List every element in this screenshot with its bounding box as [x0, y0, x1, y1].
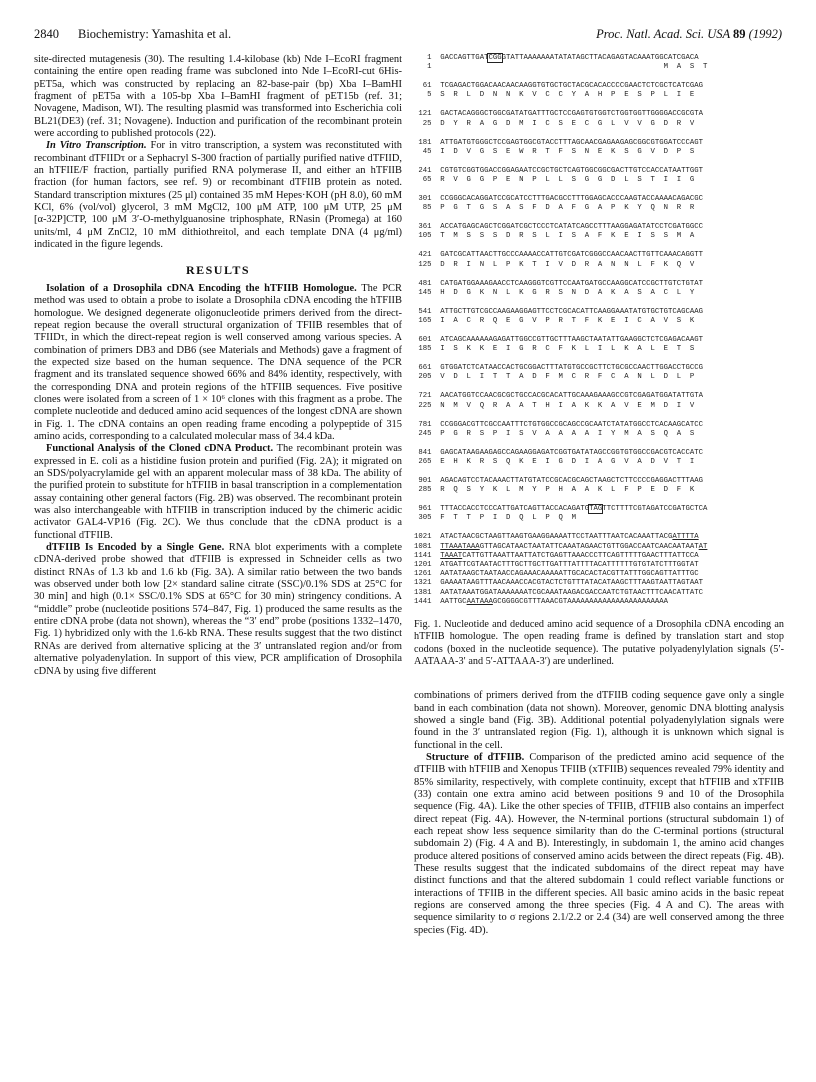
nucleotide-sequence: AATATAAGCTAATAACCAGAAACAAAAATTGCACACTACGTTATTTGGCAGTTATTTGC: [440, 570, 699, 579]
amino-acid-sequence: M A S T: [440, 63, 708, 72]
sequence-block: [414, 449, 784, 467]
journal-year: (1992): [748, 27, 782, 41]
sequence-block: [414, 505, 784, 523]
nucleotide-position: 1321: [414, 579, 441, 588]
nucleotide-sequence: GAAAATAAGTTTAACAAACCACGTACTCTGTTTATACATAAGCTTTAAGTAATTAGTAAT: [440, 579, 704, 588]
nucleotide-position: 121: [414, 110, 441, 119]
utr-line: [414, 561, 784, 570]
amino-acid-position: 185: [414, 345, 441, 354]
amino-acid-line: [414, 148, 784, 157]
nucleotide-line: [414, 449, 784, 458]
nucleotide-position: 1441: [414, 597, 441, 606]
journal-name: Proc. Natl. Acad. Sci. USA: [596, 27, 730, 41]
nucleotide-position: 961: [414, 505, 441, 514]
amino-acid-line: [414, 402, 784, 411]
amino-acid-line: [414, 317, 784, 326]
sequence-block: [414, 280, 784, 298]
amino-acid-line: [414, 232, 784, 241]
utr-sequence: [414, 533, 784, 607]
amino-acid-position: 245: [414, 429, 441, 438]
polyadenylation-signal: TTAAATAAA: [440, 542, 480, 551]
methods-paragraph-transcription: [34, 140, 402, 251]
amino-acid-line: [414, 458, 784, 467]
amino-acid-position: 25: [414, 119, 441, 128]
amino-acid-position: 165: [414, 317, 441, 326]
sequence-block: [414, 421, 784, 439]
right-text: [414, 690, 784, 937]
right-column: [414, 54, 784, 937]
nucleotide-sequence: GTATTAAAAAAATATATAGCTTACAGAGTACAAATGGCATCGACA: [501, 54, 699, 62]
figure-1-sequence: [414, 54, 784, 607]
amino-acid-sequence: H D G K N L K G R S N D A K A S A C L Y: [440, 288, 695, 297]
utr-line: [414, 570, 784, 579]
boxed-codon: CGG: [488, 54, 502, 62]
running-title: Biochemistry: Yamashita et al.: [78, 27, 232, 41]
boxed-codon: TAG: [589, 505, 603, 514]
amino-acid-sequence: N M V Q R A A T H I A K K A V E M D I V: [440, 401, 695, 410]
sequence-block: [414, 139, 784, 157]
nucleotide-line: [414, 477, 784, 486]
nucleotide-sequence: AGACAGTCCTACAAACTTATGTATCCGCACGCAGCTAAGCTCTTCCCCGAGGACTTTAAG: [440, 477, 704, 486]
nucleotide-sequence: CCGGGCACAGGATCCGCATCCTTTGACGCCTTTGGAGCACCCAAGTACCAAAACAGACGC: [440, 195, 704, 204]
utr-line: [414, 533, 784, 542]
page-header: [34, 27, 782, 43]
amino-acid-line: [414, 91, 784, 100]
amino-acid-position: 145: [414, 288, 441, 297]
sequence-block: [414, 392, 784, 410]
nucleotide-position: 721: [414, 392, 441, 401]
polyadenylation-signal: AT: [698, 542, 708, 551]
amino-acid-sequence: V D L I T T A D F M C R F C A N L D L P: [440, 373, 695, 382]
left-column: [34, 54, 402, 678]
nucleotide-line: [414, 280, 784, 289]
amino-acid-position: 85: [414, 204, 441, 213]
nucleotide-position: 361: [414, 223, 441, 232]
nucleotide-position: 1: [414, 54, 441, 62]
nucleotide-sequence: TCGAGACTGGACAACAACAAGGTGTGCTGCTACGCACACCCCGAACTCTCGCTCATCGAG: [440, 82, 704, 91]
run-in-heading: dTFIIB Is Encoded by a Single Gene.: [46, 542, 225, 554]
results-paragraph-single-gene: [34, 542, 402, 678]
nucleotide-position: 481: [414, 279, 441, 288]
nucleotide-sequence: AATATAAATGGATAAAAAAATCGCAAATAAGACGACCAATCTGTAACTTTCAACATTATC: [440, 588, 704, 597]
utr-line: [414, 589, 784, 598]
nucleotide-sequence: AATTGC: [440, 597, 467, 606]
amino-acid-line: [414, 63, 784, 72]
caption-label: Fig. 1.: [414, 619, 441, 631]
nucleotide-sequence: GATCGCATTAACTTGCCCAAAACCATTGTCGATCGGGCCAACAACTTGTTCAAACAGGTT: [440, 251, 704, 260]
amino-acid-position: 305: [414, 514, 441, 523]
nucleotide-sequence: CCGGGACGTTCGCCAATTTCTGTGGCCGCAGCCGCAATCTATATGGCCTCACAAGCATCC: [440, 420, 704, 429]
nucleotide-position: 1141: [414, 551, 441, 560]
amino-acid-line: [414, 486, 784, 495]
amino-acid-line: [414, 176, 784, 185]
amino-acid-line: [414, 120, 784, 129]
nucleotide-line: [414, 195, 784, 204]
nucleotide-line: [414, 110, 784, 119]
paragraph-body: The PCR method was used to obtain a probe to isolate a Drosophila cDNA encoding the hTFIIB homologue. We designed degenerate oligonucleotide primers derived from the direct-repeat region because the overall structural organization of TFIIB resembles that of TFIIDτ, in which the direct-repeat region is well conserved among various species. A combination of primers DB3 and DB6 (see Materials and Methods) gave a fragment of the expected size based on the human sequence. The DNA sequence of the PCR fragment and its translated sequence showed 66% and 84% identity, respectively, with the corresponding DNA and protein regions of the hTFIIB sequences. Five positive clones were isolated from a screen of 1 × 10⁶ clones with this fragment as a probe. The complete nucleotide and deduced amino acid sequences of the longest cDNA are shown in Fig. 1. The cDNA contains an open reading frame encoding a polypeptide of 315 amino acids, corresponding to a calculated molecular mass of 34.4 kDa.: [34, 282, 402, 442]
journal-citation: [596, 27, 782, 42]
nucleotide-position: 1381: [414, 588, 441, 597]
amino-acid-position: 1: [414, 63, 441, 72]
amino-acid-position: 45: [414, 147, 441, 156]
sequence-block: [414, 223, 784, 241]
nucleotide-sequence: GTGGATCTCATAACCACTGCGGACTTTATGTGCCGCTTCTGCGCCAACTTGGACCTGCCG: [440, 364, 704, 373]
utr-line: [414, 552, 784, 561]
amino-acid-position: 265: [414, 458, 441, 467]
nucleotide-sequence: CATTGTTAAATTAATTATCTGAGTTAAACCCTTCAGTTTTTGAACTTTATTCCA: [462, 551, 699, 560]
results-paragraph-isolation: [34, 283, 402, 443]
nucleotide-line: [414, 421, 784, 430]
amino-acid-position: 65: [414, 176, 441, 185]
amino-acid-position: 205: [414, 373, 441, 382]
amino-acid-sequence: S R L D N N K V C C Y A H P E S P L I E: [440, 91, 695, 100]
nucleotide-sequence: TTTACCACCTCCCATTGATCAGTTACCACAGATG: [440, 505, 590, 514]
nucleotide-line: [414, 505, 784, 514]
paragraph-body: Comparison of the predicted amino acid sequence of the dTFIIB with hTFIIB and Xenopus TFIIB (xTFIIB) sequences revealed 79% identity and 85% similarity, respectively, with complete continuity, except that hTFIIB and xTFIIB (33) contain one extra amino acid between positions 9 and 10 of the Drosophila sequence (Fig. 4A). Like the other species of TFIIB, dTFIIB also contains an imperfect direct repeat (Fig. 4A). However, the N-terminal portions (structural subdomain 1) of each repeat show less sequence similarity than do the C-terminal portions (structural subdomain 2) (Fig. 4 A and B). Interestingly, in subdomain 1, the amino acid changes produce altered positions of conserved amino acids between the direct repeats (Fig. 4B). These results suggest that the indicated subdomains of the direct repeat may have distinct functions and that the altered subdomain 1 could reflect variable functions or interactions of TFIIB in the different species. All basic amino acids in the basic repeat regions are conserved among the three species (Fig. 4 A and C). The areas with sequence similarity to σ regions 2.1/2.2 or 2.4 (34) are well conserved among the three species (Fig. 4D).: [414, 751, 784, 936]
results-paragraph-functional: [34, 443, 402, 542]
nucleotide-sequence: AACATGGTCCAACGCGCTGCCACGCACATTGCAAAGAAAGCCGTCGAGATGGATATTGTA: [440, 392, 704, 401]
sequence-block: [414, 364, 784, 382]
amino-acid-line: [414, 345, 784, 354]
nucleotide-sequence: GAGCATAAGAAGAGCCAGAAGGAGATCGGTGATATAGCCGGTGTGGCCGACGTCACCATC: [440, 448, 704, 457]
nucleotide-position: 241: [414, 166, 441, 175]
paragraph-body: RNA blot experiments with a complete cDNA-derived probe showed that dTFIIB is expressed in Schneider cells as two distinct RNAs of 1.3 kb and 1.6 kb (Fig. 3A). A similar ratio between the two bands was observed under both low [2× standard saline citrate (SSC)/0.1% SDS at 25°C for 30 min] and high (0.1× SSC/0.1% SDS at 65°C for 30 min) stringency conditions. A “middle” probe (nucleotide positions 574–847, Fig. 1) produced the same results as the entire cDNA probe (data not shown), whereas the “3′ end” probe (positions 1332–1470, Fig. 1) hybridized only with the 1.6-kb RNA. These results suggest that the two distinct RNAs are derived from alternative splicing at the 3′ untranslated region and/or from alternative polyadenylation. In support of this view, PCR amplification of Drosophila cDNA by using five different: [34, 542, 403, 677]
nucleotide-position: 661: [414, 364, 441, 373]
nucleotide-line: [414, 54, 784, 63]
amino-acid-sequence: I A C R Q E G V P R T F K E I C A V S K: [440, 317, 695, 326]
amino-acid-line: [414, 261, 784, 270]
nucleotide-line: [414, 392, 784, 401]
nucleotide-position: 541: [414, 307, 441, 316]
nucleotide-sequence: GACCAGTTGAT: [440, 54, 489, 62]
amino-acid-sequence: P G T G S A S F D A F G A P K Y Q N R R: [440, 204, 695, 213]
nucleotide-sequence: ATCAGCAAAAAAGAGATTGGCCGTTGCTTTAAGCTAATATTGAAGGCTCTCGAGACAAGT: [440, 336, 704, 345]
nucleotide-line: [414, 364, 784, 373]
paragraph-body: The recombinant protein was expressed in E. coli as a histidine fusion protein and purified (Fig. 2A); it migrated on an SDS/polyacrylamide gel with an apparent molecular mass of 38 kDa. The ability of the purified protein to substitute for hTFIIB in basal transcription in a complementation assay containing other general factors (Fig. 2B) was observed. The recombinant protein was also interchangeable with hTFIIB in transcription induced by the chimeric acidic activator GAL4-VP16 (Fig. 2C). We thus conclude that the cDNA product is a functional dTFIIB.: [34, 443, 402, 541]
nucleotide-position: 1201: [414, 561, 441, 570]
nucleotide-position: 601: [414, 336, 441, 345]
nucleotide-line: [414, 251, 784, 260]
amino-acid-sequence: I S K K E I G R C F K L I L K A L E T S: [440, 345, 695, 354]
nucleotide-sequence: CGTGTCGGTGGACCGGAGAATCCGCTGCTCAGTGGCGGCGACTTGTCCACCATAATTGGT: [440, 166, 704, 175]
nucleotide-sequence: GCGGGGCGTTTAAACGTAAAAAAAAAAAAAAAAAAAAAAA: [492, 597, 668, 606]
amino-acid-sequence: D Y R A G D M I C S E C G L V V G D R V: [440, 119, 695, 128]
nucleotide-sequence: ATGATTCGTAATACTTTGCTTGCTTGATTTATTTTACATTTTTTGTGTATCTTTGGTAT: [440, 561, 699, 570]
run-in-heading: Functional Analysis of the Cloned cDNA Product.: [46, 443, 274, 455]
sequence-block: [414, 336, 784, 354]
nucleotide-sequence: ATTGATGTGGGCTCCGAGTGGCGTACCTTTAGCAACGAGAAGAGCGGCGTGGATCCCAGT: [440, 138, 704, 147]
sequence-block: [414, 54, 784, 72]
paragraph-body: For in vitro transcription, a system was reconstituted with recombinant dTFIIDτ or a Sephacryl S-300 fraction of partially purified native dTFIID, an hTFIIE/F fraction, partially purified RNA polymerase II, and either an hTFIIB fraction (for human factors, see ref. 9) or recombinant dTFIIB protein as noted. Standard transcription mixtures (25 μl) contained 35 mM Hepes·KOH (pH 8.0), 60 mM KCl, 6% (vol/vol) glycerol, 3 mM MgCl2, 100 μM ATP, 100 μM UTP, 25 μM [α-32P]CTP, 100 μM 3′-O-methylguanosine triphosphate, RNasin (Promega) at 160 units/ml, 4 μM ZnCl2, 10 mM dithiothreitol, and each template DNA (4 μg/ml) indicated in the figure legends.: [34, 140, 402, 251]
amino-acid-sequence: F T T P I D Q L P Q M: [440, 514, 577, 523]
amino-acid-line: [414, 204, 784, 213]
sequence-block: [414, 477, 784, 495]
sequence-block: [414, 167, 784, 185]
nucleotide-position: 61: [414, 82, 441, 91]
amino-acid-line: [414, 430, 784, 439]
nucleotide-position: 1261: [414, 570, 441, 579]
amino-acid-sequence: E H K R S Q K E I G D I A G V A D V T I: [440, 458, 695, 467]
amino-acid-position: 105: [414, 232, 441, 241]
utr-line: [414, 543, 784, 552]
caption-text: Nucleotide and deduced amino acid sequence of a Drosophila cDNA encoding an hTFIIB homologue. The open reading frame is defined by translation start and stop codons (boxed in the nucleotide sequence). The putative polyadenylylation signals (5′-AATAAA-3′ and 5′-ATTAAA-3′) are underlined.: [414, 619, 784, 667]
nucleotide-position: 421: [414, 251, 441, 260]
polyadenylation-signal: ATTTTA: [672, 533, 699, 542]
sequence-block: [414, 195, 784, 213]
amino-acid-position: 225: [414, 401, 441, 410]
journal-volume: 89: [733, 27, 746, 41]
polyadenylation-signal: TAAAT: [440, 551, 463, 560]
amino-acid-position: 125: [414, 260, 441, 269]
nucleotide-sequence: ATACTAACGCTAAGTTAAGTGAAGGAAAATTCCTAATTTAATCACAAATTACG: [440, 533, 673, 542]
amino-acid-line: [414, 289, 784, 298]
amino-acid-sequence: R V G G P E N P L L S G G D L S T I I G: [440, 176, 695, 185]
page-number: 2840: [34, 27, 59, 41]
nucleotide-sequence: ACCATGAGCAGCTCGGATCGCTCCCTCATATCAGCCTTTAAGGAGATATCCTCGATGGCC: [440, 223, 704, 232]
figure-1-caption: [414, 619, 784, 668]
amino-acid-line: [414, 514, 784, 523]
nucleotide-position: 1081: [414, 542, 441, 551]
sequence-block: [414, 251, 784, 269]
sequence-block: [414, 82, 784, 100]
nucleotide-sequence: CATGATGGAAAGAACCTCAAGGGTCGTTCCAATGATGCCAAGGCATCCGCTTGTCTGTAT: [440, 279, 704, 288]
amino-acid-sequence: I D V G S E W R T F S N E K S G V D P S: [440, 147, 695, 156]
amino-acid-sequence: D R I N L P K T I V D R A N N L F K Q V: [440, 260, 695, 269]
amino-acid-position: 285: [414, 486, 441, 495]
nucleotide-line: [414, 308, 784, 317]
nucleotide-line: [414, 223, 784, 232]
utr-line: [414, 598, 784, 607]
sequence-block: [414, 308, 784, 326]
amino-acid-sequence: T M S S S D R S L I S A F K E I S S M A: [440, 232, 695, 241]
nucleotide-sequence: GACTACAGGGCTGGCGATATGATTTGCTCCGAGTGTGGTCTGGTGGTTGGGGACCGCGTA: [440, 110, 704, 119]
nucleotide-position: 781: [414, 420, 441, 429]
amino-acid-sequence: R Q S Y K L M Y P H A A K L F P E D F K: [440, 486, 695, 495]
run-in-heading: In Vitro Transcription.: [46, 140, 147, 152]
nucleotide-position: 181: [414, 138, 441, 147]
nucleotide-sequence: GTTAGCATAACTAATATTCAAATAGAACTGTTGGACCAATCAACAATAAT: [479, 542, 699, 551]
nucleotide-position: 1021: [414, 533, 441, 542]
run-in-heading: Isolation of a Drosophila cDNA Encoding the hTFIIB Homologue.: [46, 282, 357, 294]
utr-line: [414, 579, 784, 588]
nucleotide-line: [414, 139, 784, 148]
polyadenylation-signal: AATAAA: [466, 597, 493, 606]
run-in-heading: Structure of dTFIIB.: [426, 751, 525, 763]
section-heading-results: RESULTS: [185, 262, 251, 277]
sequence-block: [414, 110, 784, 128]
amino-acid-position: 5: [414, 91, 441, 100]
nucleotide-sequence: TTCTTTTCGTAGATCCGATGCTCA: [602, 505, 708, 514]
nucleotide-position: 301: [414, 195, 441, 204]
nucleotide-sequence: ATTGCTTGTCGCCAAGAAGGAGTTCCTCGCACATTCAAGGAAATATGTGCTGTCAGCAAG: [440, 307, 704, 316]
nucleotide-position: 901: [414, 477, 441, 486]
results-paragraph-primers: combinations of primers derived from the dTFIIB coding sequence gave only a single band in each combination (data not shown). Moreover, genomic DNA blotting analysis showed a single band (Fig. 3B). Additional potential polyadenylylation signals were found in the 3′ untranslated region (Fig. 1), although it is unknown which signal is functional in the cell.: [414, 690, 784, 751]
amino-acid-sequence: P G R S P I S V A A A A I Y M A S Q A S: [440, 429, 695, 438]
nucleotide-position: 841: [414, 448, 441, 457]
methods-paragraph-mutagenesis: site-directed mutagenesis (30). The resulting 1.4-kilobase (kb) Nde I–EcoRI fragment containing the entire open reading frame was subcloned into Nde I–EcoRI-cut 6His-pET5a, which was constructed by replacing an 82-base-pair (bp) Xba I–BamHI fragment of pET5a with a 105-bp Xba I–BamHI fragment of pET15b (ref. 31; Novagene, Madison, WI). The resulting plasmid was transformed into Escherichia coli BL21(DE3) (ref. 31; Novagene). Induction and purification of the recombinant protein were according to published protocols (22).: [34, 54, 402, 140]
nucleotide-line: [414, 336, 784, 345]
results-paragraph-structure: [414, 752, 784, 937]
nucleotide-line: [414, 167, 784, 176]
amino-acid-line: [414, 373, 784, 382]
nucleotide-line: [414, 82, 784, 91]
